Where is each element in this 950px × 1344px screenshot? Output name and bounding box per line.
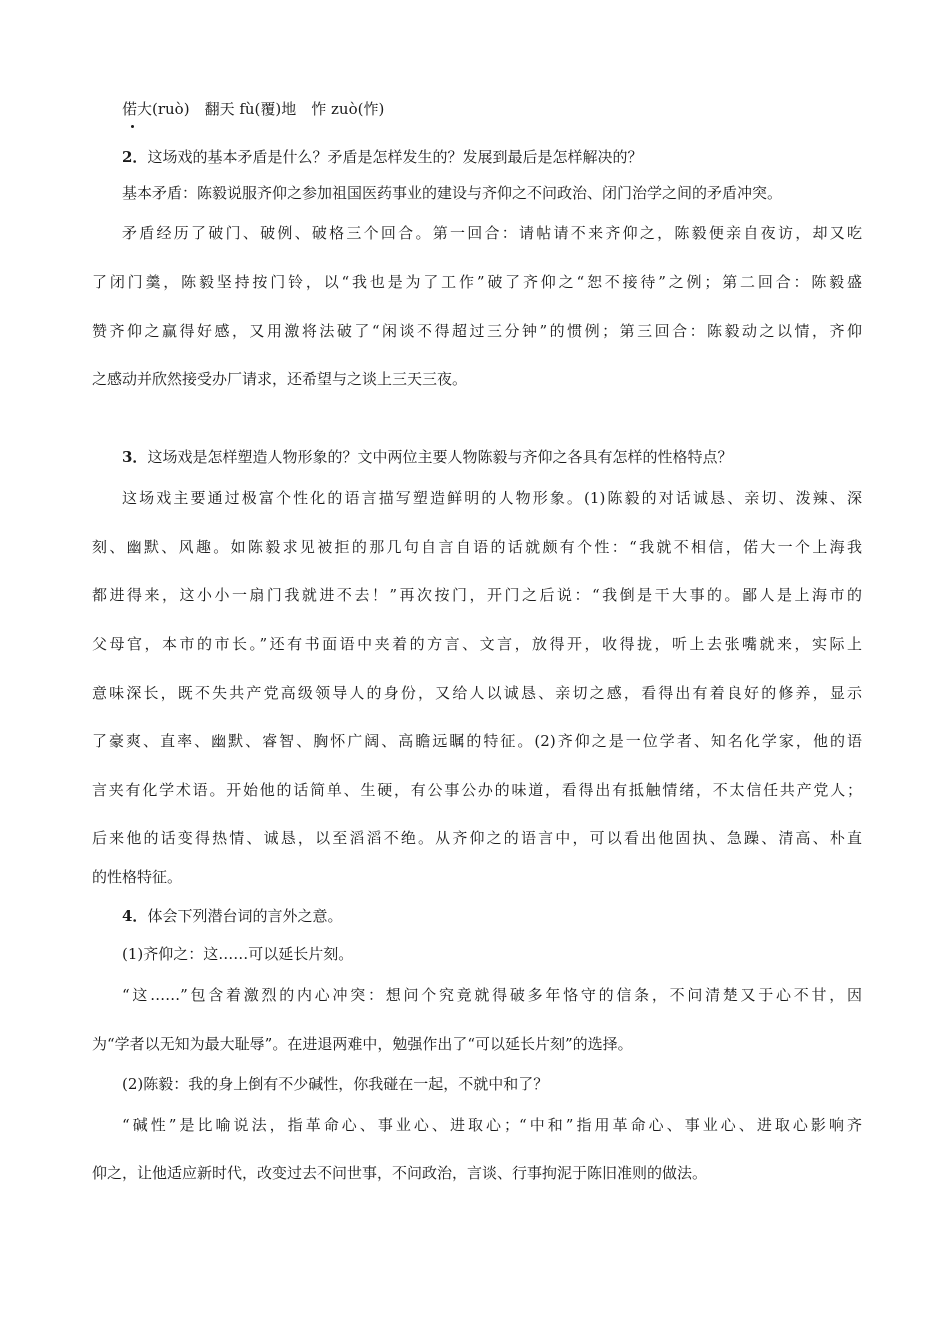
q2-answer-line: 之感动并欣然接受办厂请求，还希望与之谈上三天三夜。 (92, 370, 468, 388)
q3-answer-line: 意味深长，既不失共产党高级领导人的身份，又给人以诚恳、亲切之感，看得出有着良好的修养，显示 (92, 684, 862, 702)
q4-item-2: (2)陈毅：我的身上倒有不少碱性，你我碰在一起，不就中和了？ (122, 1075, 549, 1093)
q2-number: 2． (122, 148, 148, 166)
emphasis-dot (131, 125, 134, 128)
q2-heading (122, 147, 862, 167)
q3-answer-line: 都进得来，这小小一扇门我就进不去！”再次按门，开门之后说：“我倒是干大事的。鄙人是上海市的 (92, 586, 862, 604)
q3-answer-line: 的性格特征。 (92, 868, 183, 886)
q2-question: 这场戏的基本矛盾是什么？矛盾是怎样发生的？发展到最后是怎样解决的？ (147, 148, 643, 166)
q3-answer-line: 刻、幽默、风趣。如陈毅求见被拒的那几句自言自语的话就颇有个性：“我就不相信，偌大一个上海我 (92, 538, 862, 556)
q4-item-1-answer-line: “这……”包含着激烈的内心冲突：想问个究竟就得破多年恪守的信条，不问清楚又于心不甘，因 (122, 986, 862, 1004)
q2-answer-line: 基本矛盾：陈毅说服齐仰之参加祖国医药事业的建设与齐仰之不问政治、闭门治学之间的矛盾冲突。 (122, 184, 783, 202)
q4-question: 体会下列潜台词的言外之意。 (147, 907, 343, 925)
q3-heading (122, 447, 862, 467)
vocab-line: 偌大(ruò) 翻天 fù(覆)地 怍 zuò(怍) (122, 100, 385, 118)
q2-answer-line: 赞齐仰之赢得好感，又用激将法破了“闲谈不得超过三分钟”的惯例；第三回合：陈毅动之以情，齐仰 (92, 322, 862, 340)
q3-number: 3． (122, 448, 148, 466)
q3-answer-line: 后来他的话变得热情、诚恳，以至滔滔不绝。从齐仰之的语言中，可以看出他固执、急躁、清高、朴直 (92, 829, 862, 847)
q4-item-1-answer-line: 为“学者以无知为最大耻辱”。在进退两难中，勉强作出了“可以延长片刻”的选择。 (92, 1035, 633, 1053)
q3-question: 这场戏是怎样塑造人物形象的？文中两位主要人物陈毅与齐仰之各具有怎样的性格特点？ (147, 448, 733, 466)
q4-item-1: (1)齐仰之：这……可以延长片刻。 (122, 945, 354, 963)
q2-answer-line: 矛盾经历了破门、破例、破格三个回合。第一回合：请帖请不来齐仰之，陈毅便亲自夜访，却又吃 (122, 224, 862, 242)
q4-number: 4． (122, 907, 148, 925)
q3-answer-line: 父母官，本市的市长。”还有书面语中夹着的方言、文言，放得开，收得拢，听上去张嘴就来，实际上 (92, 635, 862, 653)
q4-item-2-answer-line: 仰之，让他适应新时代，改变过去不问世事，不问政治，言谈、行事拘泥于陈旧准则的做法。 (92, 1164, 708, 1182)
q3-answer-line: 言夹有化学术语。开始他的话简单、生硬，有公事公办的味道，看得出有抵触情绪，不太信任共产党人； (92, 781, 862, 799)
q4-heading (122, 906, 862, 926)
q2-answer-line: 了闭门羹，陈毅坚持按门铃，以“我也是为了工作”破了齐仰之“恕不接待”之例；第二回合：陈毅盛 (92, 273, 862, 291)
q4-item-2-answer-line: “碱性”是比喻说法，指革命心、事业心、进取心；“中和”指用革命心、事业心、进取心影响齐 (122, 1116, 862, 1134)
q3-answer-line: 了豪爽、直率、幽默、睿智、胸怀广阔、高瞻远瞩的特征。(2)齐仰之是一位学者、知名化学家，他的语 (92, 732, 862, 750)
q3-answer-line: 这场戏主要通过极富个性化的语言描写塑造鲜明的人物形象。(1)陈毅的对话诚恳、亲切、泼辣、深 (122, 489, 862, 507)
